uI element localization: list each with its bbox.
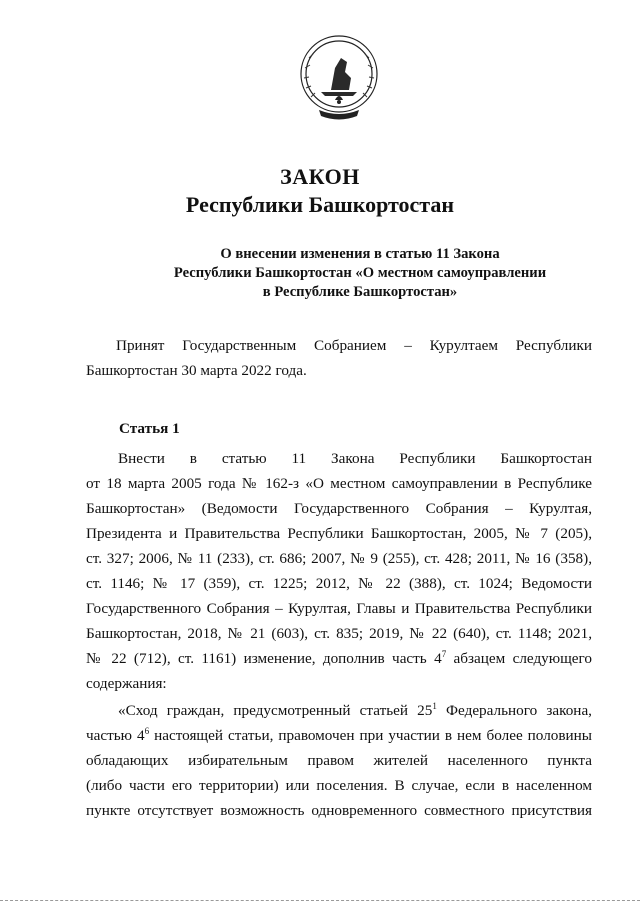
paragraph-line: Башкортостан» (Ведомости Государственного Собрания – Курултая, <box>86 500 592 517</box>
line-text: частью 4 <box>86 727 145 744</box>
article-paragraph-1 <box>86 446 592 696</box>
paragraph-line: пункте отсутствует возможность одновременного совместного присутствия <box>86 802 592 819</box>
line-text: настоящей статьи, правомочен при участии в нем более половины <box>149 727 593 744</box>
adoption-line: Принят Государственным Собранием – Курултаем Республики <box>116 337 592 354</box>
paragraph-line: Внести в статью 11 Закона Республики Башкортостан <box>118 450 592 467</box>
page-bottom-rule <box>0 900 640 902</box>
adoption-line: Башкортостан 30 марта 2022 года. <box>86 362 307 379</box>
article-paragraph-2 <box>86 698 592 823</box>
superscript: 6 <box>144 726 150 736</box>
law-subject <box>80 245 640 302</box>
article-heading: Статья 1 <box>119 420 180 437</box>
law-title: ЗАКОН <box>280 164 360 189</box>
paragraph-line <box>86 698 592 723</box>
line-text: Федерального закона, <box>436 702 592 719</box>
superscript: 1 <box>432 701 437 711</box>
adoption-statement <box>86 333 592 383</box>
subject-line: в Республике Башкортостан» <box>262 284 458 300</box>
paragraph-line: Государственного Собрания – Курултая, Главы и Правительства Республики <box>86 600 592 617</box>
paragraph-line: от 18 марта 2005 года № 162-з «О местном самоуправлении в Республике <box>86 475 592 492</box>
paragraph-line: Президента и Правительства Республики Башкортостан, 2005, № 7 (205), <box>86 525 592 542</box>
law-subtitle: Республики Башкортостан <box>185 192 455 217</box>
paragraph-line: обладающих избирательным правом жителей населенного пункта <box>86 752 592 769</box>
line-text: № 22 (712), ст. 1161) изменение, дополнив часть 4 <box>86 650 442 667</box>
paragraph-line: ст. 1146; № 17 (359), ст. 1225; 2012, № 22 (388), ст. 1024; Ведомости <box>86 575 592 592</box>
paragraph-line: Башкортостан, 2018, № 21 (603), ст. 835; 2019, № 22 (640), ст. 1148; 2021, <box>86 625 592 642</box>
paragraph-line: содержания: <box>86 675 167 692</box>
paragraph-line: (либо части его территории) или поселения. В случае, если в населенном <box>86 777 592 794</box>
paragraph-line <box>86 646 592 671</box>
line-text: абзацем следующего <box>446 650 592 667</box>
paragraph-line: ст. 327; 2006, № 11 (233), ст. 686; 2007, № 9 (255), ст. 428; 2011, № 16 (358), <box>86 550 592 567</box>
republic-coat-of-arms-emblem <box>291 28 387 124</box>
subject-line: О внесении изменения в статью 11 Закона <box>220 246 500 262</box>
superscript: 7 <box>441 649 447 659</box>
line-text: «Сход граждан, предусмотренный статьей 25 <box>118 702 433 719</box>
paragraph-line <box>86 723 592 748</box>
subject-line: Республики Башкортостан «О местном самоуправлении <box>173 265 547 281</box>
